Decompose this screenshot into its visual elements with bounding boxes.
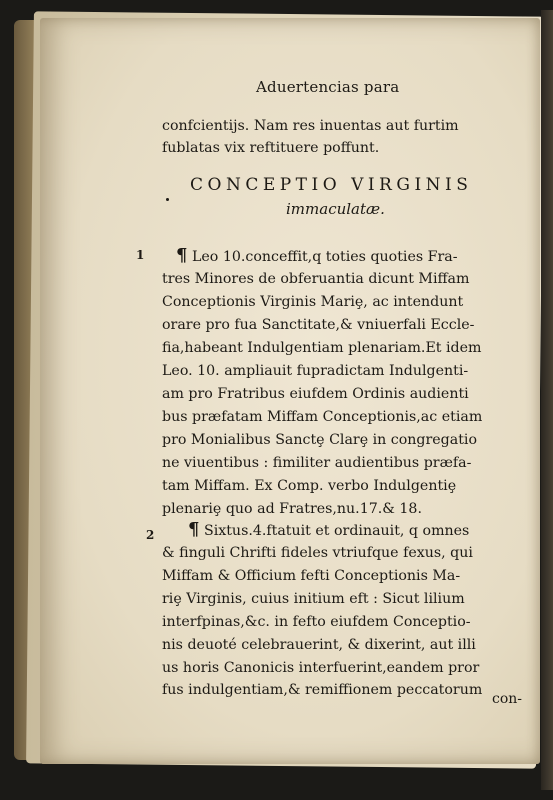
paragraph-1-line-7: am pro Fratribus eiufdem Ordinis audienti <box>162 386 469 402</box>
paragraph-2-line-3: Miffam & Officium fefti Conceptionis Ma- <box>162 568 461 584</box>
paragraph-1-line-2: tres Minores de obferuantia dicunt Miffam <box>162 271 470 287</box>
paragraph-2-line-6: nis deuoté celebrauerint, & dixerint, aut illi <box>162 637 476 653</box>
paragraph-2-line-4: riȩ Virginis, cuius initium eft : Sicut lilium <box>162 591 465 607</box>
paragraph-1-line-3: Conceptionis Virginis Mariȩ, ac intendunt <box>162 294 464 310</box>
paragraph-1-line-5: fia,habeant Indulgentiam plenariam.Et idem <box>162 340 482 356</box>
book-cover-edge <box>541 10 553 790</box>
paragraph-1-line-1 <box>176 246 536 267</box>
paragraph-2-line-8: fus indulgentiam,& remiffionem peccatorum <box>162 682 483 698</box>
paragraph-2-line-5: interfpinas,&c. in fefto eiufdem Conceptio- <box>162 614 471 630</box>
section-subheading: immaculatæ. <box>286 200 385 218</box>
paragraph-1-line-11: tam Miffam. Ex Comp. verbo Indulgentiȩ <box>162 478 457 494</box>
paragraph-1-line-1-text: Leo 10.conceffit,q toties quoties Fra- <box>191 249 458 265</box>
margin-mark <box>166 198 169 201</box>
section-heading: CONCEPTIO VIRGINIS <box>190 175 473 195</box>
pilcrow-2: ¶ <box>188 519 200 540</box>
margin-number-1: 1 <box>136 248 145 262</box>
paragraph-2-line-1 <box>188 520 548 541</box>
paragraph-2-line-7: us horis Canonicis interfuerint,eandem pror <box>162 660 480 676</box>
paragraph-1-line-8: bus præfatam Miffam Conceptionis,ac etiam <box>162 409 483 425</box>
paragraph-1-line-6: Leo. 10. ampliauit fupradictam Indulgenti- <box>162 363 469 379</box>
paragraph-1-line-10: ne viuentibus : fimiliter audientibus præfa- <box>162 455 472 471</box>
paragraph-2-line-2: & finguli Chrifti fideles vtriufque fexus, qui <box>162 545 473 561</box>
paragraph-1-line-12: plenariȩ quo ad Fratres,nu.17.& 18. <box>162 501 422 517</box>
paragraph-2-line-1-text: Sixtus.4.ftatuit et ordinauit, q omnes <box>203 523 470 539</box>
paragraph-1-line-9: pro Monialibus Sanctȩ Clarȩ in congregatio <box>162 432 477 448</box>
paragraph-1-line-4: orare pro fua Sanctitate,& vniuerfali Eccle- <box>162 317 475 333</box>
pilcrow-1: ¶ <box>176 245 188 266</box>
intro-line-2: fublatas vix reftituere poffunt. <box>162 140 380 156</box>
book-page <box>40 18 540 764</box>
catchword: con- <box>492 691 523 707</box>
intro-line-1: confcientijs. Nam res inuentas aut furtim <box>162 118 459 134</box>
margin-number-2: 2 <box>146 528 155 542</box>
running-head: Aduertencias para <box>256 78 400 96</box>
